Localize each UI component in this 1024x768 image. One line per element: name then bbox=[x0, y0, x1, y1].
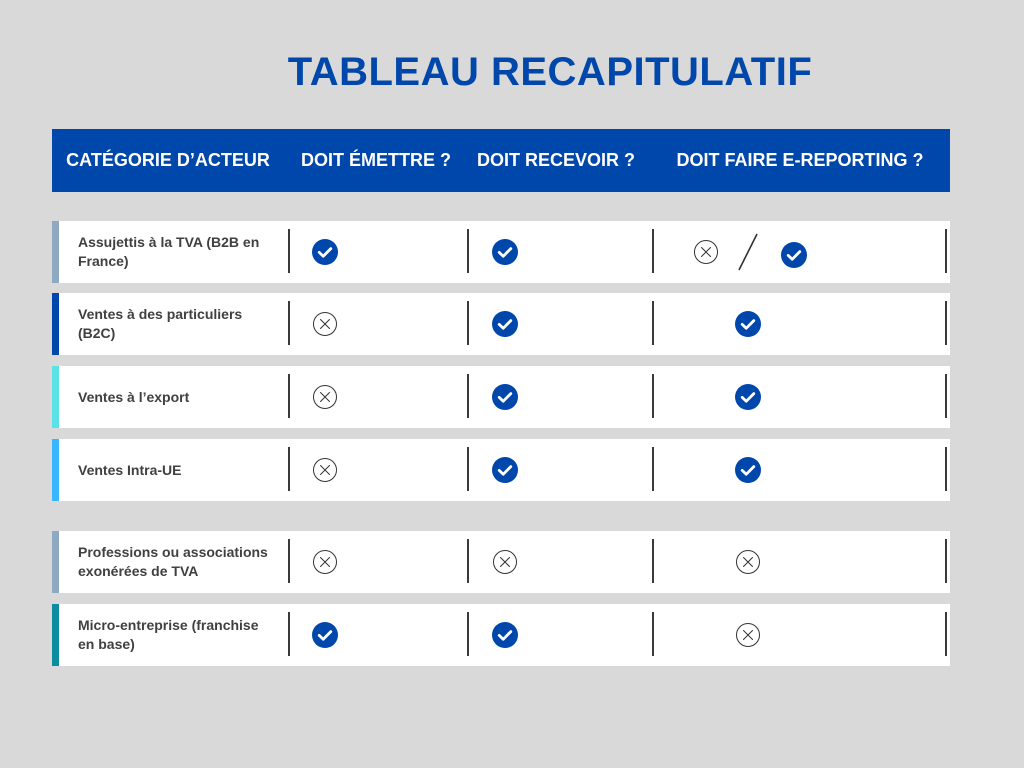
check-icon bbox=[492, 622, 518, 648]
cross-icon bbox=[312, 457, 338, 483]
cross-icon bbox=[492, 549, 518, 575]
check-icon bbox=[492, 457, 518, 483]
cross-icon bbox=[312, 384, 338, 410]
table-header bbox=[52, 129, 950, 192]
cross-icon bbox=[312, 311, 338, 337]
table-row bbox=[52, 366, 950, 428]
row-accent-bar bbox=[52, 531, 59, 593]
row-accent-bar bbox=[52, 221, 59, 283]
column-separator bbox=[288, 447, 290, 491]
column-separator bbox=[467, 374, 469, 418]
check-icon bbox=[735, 457, 761, 483]
column-separator bbox=[652, 301, 654, 345]
column-separator bbox=[467, 301, 469, 345]
column-separator bbox=[652, 539, 654, 583]
check-icon bbox=[735, 384, 761, 410]
row-category-label: Ventes à l’export bbox=[78, 388, 190, 405]
header-emit: DOIT ÉMETTRE ? bbox=[301, 150, 451, 170]
header-ereporting: DOIT FAIRE E-REPORTING ? bbox=[676, 150, 924, 170]
check-icon bbox=[492, 239, 518, 265]
row-category-label: Professions ou associations exonérées de TVA bbox=[78, 544, 268, 579]
column-separator bbox=[945, 374, 947, 418]
page-title: TABLEAU RECAPITULATIF bbox=[287, 50, 813, 94]
table-row bbox=[52, 221, 950, 283]
cross-icon bbox=[735, 622, 761, 648]
column-separator bbox=[288, 539, 290, 583]
row-accent-bar bbox=[52, 439, 59, 501]
column-separator bbox=[467, 229, 469, 273]
header-category: CATÉGORIE D’ACTEUR bbox=[66, 150, 270, 170]
column-separator bbox=[652, 612, 654, 656]
column-separator bbox=[652, 374, 654, 418]
column-separator bbox=[288, 229, 290, 273]
row-accent-bar bbox=[52, 604, 59, 666]
check-icon bbox=[735, 311, 761, 337]
row-category-label: Ventes à des particuliers (B2C) bbox=[78, 306, 243, 341]
table-row bbox=[52, 604, 950, 666]
column-separator bbox=[288, 374, 290, 418]
check-icon bbox=[492, 384, 518, 410]
column-separator bbox=[288, 612, 290, 656]
row-category-label: Micro-entreprise (franchise en base) bbox=[78, 617, 259, 652]
table-row bbox=[52, 293, 950, 355]
column-separator bbox=[652, 229, 654, 273]
header-receive: DOIT RECEVOIR ? bbox=[476, 150, 635, 170]
check-icon bbox=[781, 242, 807, 268]
row-accent-bar bbox=[52, 366, 59, 428]
column-separator bbox=[945, 229, 947, 273]
column-separator bbox=[467, 539, 469, 583]
cross-icon bbox=[693, 239, 719, 265]
table-row bbox=[52, 439, 950, 501]
column-separator bbox=[945, 301, 947, 345]
column-separator bbox=[288, 301, 290, 345]
column-separator bbox=[652, 447, 654, 491]
column-separator bbox=[467, 612, 469, 656]
column-separator bbox=[945, 539, 947, 583]
cross-icon bbox=[735, 549, 761, 575]
row-accent-bar bbox=[52, 293, 59, 355]
column-separator bbox=[945, 612, 947, 656]
column-separator bbox=[467, 447, 469, 491]
slash-divider-icon bbox=[733, 232, 763, 272]
table-row bbox=[52, 531, 950, 593]
row-category-label: Ventes Intra-UE bbox=[78, 461, 182, 478]
check-icon bbox=[312, 239, 338, 265]
column-separator bbox=[945, 447, 947, 491]
check-icon bbox=[312, 622, 338, 648]
cross-icon bbox=[312, 549, 338, 575]
check-icon bbox=[492, 311, 518, 337]
row-category-label: Assujettis à la TVA (B2B en France) bbox=[78, 234, 260, 269]
